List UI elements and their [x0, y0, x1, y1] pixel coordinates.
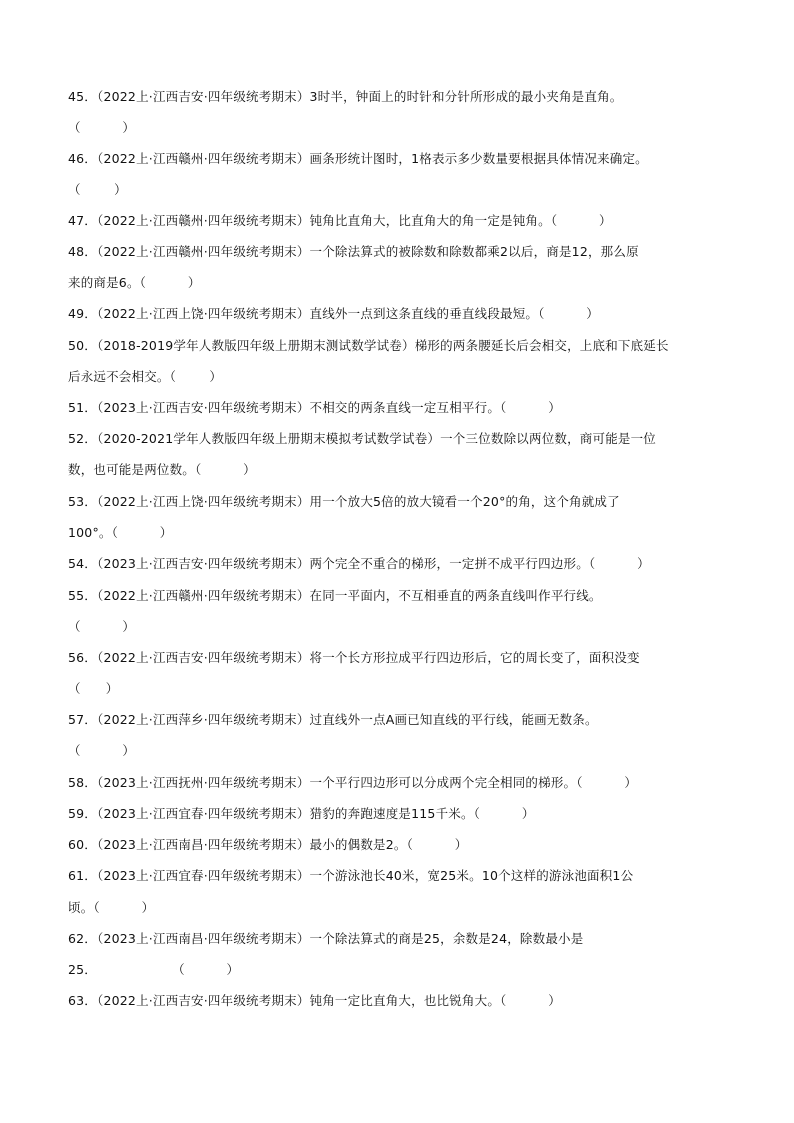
question-50-line-2: 后永远不会相交。（ ）: [68, 369, 223, 384]
question-57-line-1: 57．（2022上·江西萍乡·四年级统考期末）过直线外一点A画已知直线的平行线，能画无数条。: [68, 712, 598, 727]
question-46-line-1: 46．（2022上·江西赣州·四年级统考期末）画条形统计图时，1格表示多少数量要根据具体情况来确定。: [68, 151, 648, 166]
question-52-line-2: 数，也可能是两位数。（ ）: [68, 462, 256, 477]
question-56-line-1: 56．（2022上·江西吉安·四年级统考期末）将一个长方形拉成平行四边形后，它的周长变了，面积没变: [68, 650, 640, 665]
question-63-line-1: 63．（2022上·江西吉安·四年级统考期末）钝角一定比直角大，也比锐角大。（ ）: [68, 993, 561, 1008]
question-45-line-1: 45．（2022上·江西吉安·四年级统考期末）3时半，钟面上的时针和分针所形成的最小夹角是直角。: [68, 89, 623, 104]
question-61-line-2: 顷。（ ）: [68, 900, 155, 915]
question-59-line-1: 59．（2023上·江西宜春·四年级统考期末）猎豹的奔跑速度是115千米。（ ）: [68, 806, 535, 821]
question-50-line-1: 50．（2018-2019学年人教版四年级上册期末测试数学试卷）梯形的两条腰延长后会相交，上底和下底延长: [68, 338, 669, 353]
question-48-line-2: 来的商是6。（ ）: [68, 275, 201, 290]
question-48-line-1: 48．（2022上·江西赣州·四年级统考期末）一个除法算式的被除数和除数都乘2以后，商是12，那么原: [68, 244, 639, 259]
question-54-line-1: 54．（2023上·江西吉安·四年级统考期末）两个完全不重合的梯形，一定拼不成平行四边形。（ ）: [68, 556, 650, 571]
question-49-line-1: 49．（2022上·江西上饶·四年级统考期末）直线外一点到这条直线的垂直线段最短。（ ）: [68, 306, 599, 321]
question-47-line-1: 47．（2022上·江西赣州·四年级统考期末）钝角比直角大，比直角大的角一定是钝角。（ ）: [68, 213, 612, 228]
question-62-line-2: 25． （ ）: [68, 962, 240, 977]
question-55-answer-blank: （ ）: [68, 619, 136, 634]
question-46-answer-blank: （ ）: [68, 182, 127, 197]
question-58-line-1: 58．（2023上·江西抚州·四年级统考期末）一个平行四边形可以分成两个完全相同的梯形。（ ）: [68, 775, 638, 790]
question-56-answer-blank: （ ）: [68, 681, 119, 696]
question-51-line-1: 51．（2023上·江西吉安·四年级统考期末）不相交的两条直线一定互相平行。（ ）: [68, 400, 561, 415]
question-62-line-1: 62．（2023上·江西南昌·四年级统考期末）一个除法算式的商是25，余数是24，除数最小是: [68, 931, 584, 946]
question-45-answer-blank: （ ）: [68, 120, 136, 135]
question-53-line-1: 53．（2022上·江西上饶·四年级统考期末）用一个放大5倍的放大镜看一个20°的角，这个角就成了: [68, 494, 620, 509]
question-61-line-1: 61．（2023上·江西宜春·四年级统考期末）一个游泳池长40米，宽25米。10个这样的游泳池面积1公: [68, 868, 634, 883]
question-52-line-1: 52．（2020-2021学年人教版四年级上册期末模拟考试数学试卷）一个三位数除以两位数，商可能是一位: [68, 431, 656, 446]
question-60-line-1: 60．（2023上·江西南昌·四年级统考期末）最小的偶数是2。（ ）: [68, 837, 468, 852]
question-57-answer-blank: （ ）: [68, 743, 136, 758]
question-55-line-1: 55．（2022上·江西赣州·四年级统考期末）在同一平面内，不互相垂直的两条直线叫作平行线。: [68, 588, 602, 603]
question-53-line-2: 100°。（ ）: [68, 525, 173, 540]
